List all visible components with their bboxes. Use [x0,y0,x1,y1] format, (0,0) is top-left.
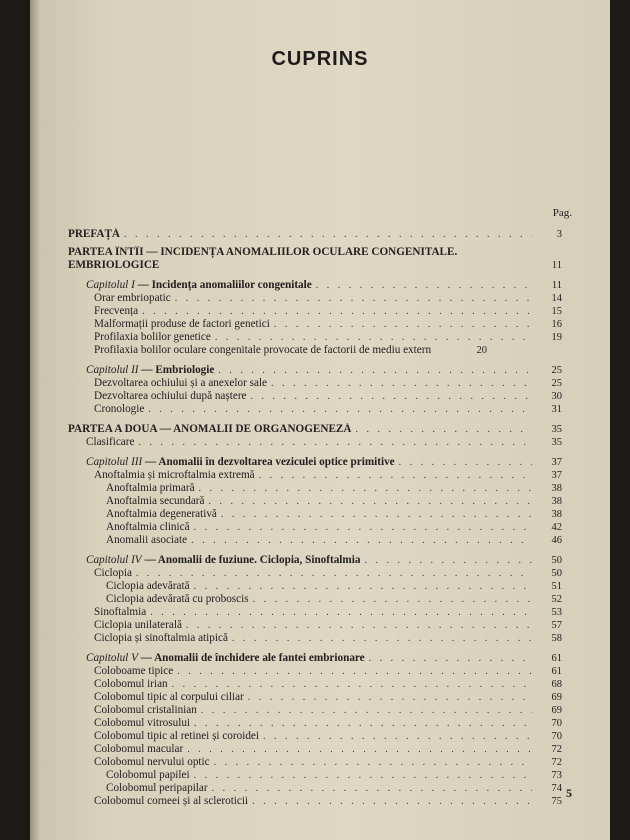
toc-entry-preface: PREFAȚĂ . . . 3 [68,228,562,241]
toc-entry-chapter-1: Capitolul I — Incidența anomaliilor congenitale . . . 11 [68,279,562,292]
toc-entry: Coloboame tipice . . . 61 [68,665,562,678]
page-title: CUPRINS [271,48,369,70]
toc-entry: Anoftalmia și microftalmia extremă . . . 37 [68,469,562,482]
toc-entry: Colobomul papilei . . . 73 [68,769,562,782]
toc-entry: Colobomul tipic al retinei și coroidei . . . 70 [68,730,562,743]
toc-entry: Colobomul peripapilar . . . 74 [68,782,562,795]
toc-entry: Ciclopia . . . 50 [68,567,562,580]
toc-entry: Anoftalmia primară . . . 38 [68,482,562,495]
toc-entry: Colobomul macular . . . 72 [68,743,562,756]
toc-entry: Profilaxia bolilor oculare congenitale provocate de factorii de mediu extern 20 [94,344,488,356]
table-of-contents [68,228,562,808]
toc-entry: Ciclopia unilaterală . . . 57 [68,619,562,632]
toc-entry-chapter-3: Capitolul III — Anomalii în dezvoltarea veziculei optice primitive . . . 37 [68,456,562,469]
page-column-header: Pag. [552,207,572,219]
toc-entry: Clasificare . . . 35 [68,436,562,449]
toc-entry: Colobomul vitrosului . . . 70 [68,717,562,730]
toc-entry-part-one: PARTEA ÎNTÎI — INCIDENȚA ANOMALIILOR OCULARE CONGENITALE. EMBRIOLOGICE 11 [68,246,562,271]
toc-entry: Anomalii asociate . . . 46 [68,534,562,547]
toc-entry: Colobomul irian . . . 68 [68,678,562,691]
toc-entry-chapter-4: Capitolul IV — Anomalii de fuziune. Ciclopia, Sinoftalmia . . . 50 [68,554,562,567]
toc-entry: Frecvența . . . 15 [68,305,562,318]
toc-entry: Ciclopia adevărată cu proboscis . . . 52 [68,593,562,606]
toc-entry-part-two: PARTEA A DOUA — ANOMALII DE ORGANOGENEZĂ . . . 35 [68,423,562,436]
page-number: 5 [566,786,572,800]
toc-entry: Colobomul corneei și al scleroticii . . . 75 [68,795,562,808]
toc-entry-chapter-2: Capitolul II — Embriologie . . . 25 [68,364,562,377]
book-page [30,0,610,840]
toc-entry: Colobomul nervului optic . . . 72 [68,756,562,769]
toc-entry: Dezvoltarea ochiului și a anexelor sale . . . 25 [68,377,562,390]
toc-entry: Cronologie . . . 31 [68,403,562,416]
toc-entry: Colobomul cristalinian . . . 69 [68,704,562,717]
toc-entry: Profilaxia bolilor genetice . . . 19 [68,331,562,344]
toc-entry: Ciclopia și sinoftalmia atipică . . . 58 [68,632,562,645]
toc-entry: Orar embriopatic . . . 14 [68,292,562,305]
toc-entry: Malformații produse de factori genetici . . . 16 [68,318,562,331]
toc-entry: Anoftalmia clinică . . . 42 [68,521,562,534]
toc-entry: Anoftalmia degenerativă . . . 38 [68,508,562,521]
toc-entry: Sinoftalmia . . . 53 [68,606,562,619]
toc-entry-chapter-5: Capitolul V — Anomalii de închidere ale fantei embrionare . . . 61 [68,652,562,665]
toc-entry: Anoftalmia secundară . . . 38 [68,495,562,508]
toc-entry: Ciclopia adevărată . . . 51 [68,580,562,593]
toc-entry: Colobomul tipic al corpului ciliar . . . 69 [68,691,562,704]
toc-entry: Dezvoltarea ochiului după naștere . . . 30 [68,390,562,403]
